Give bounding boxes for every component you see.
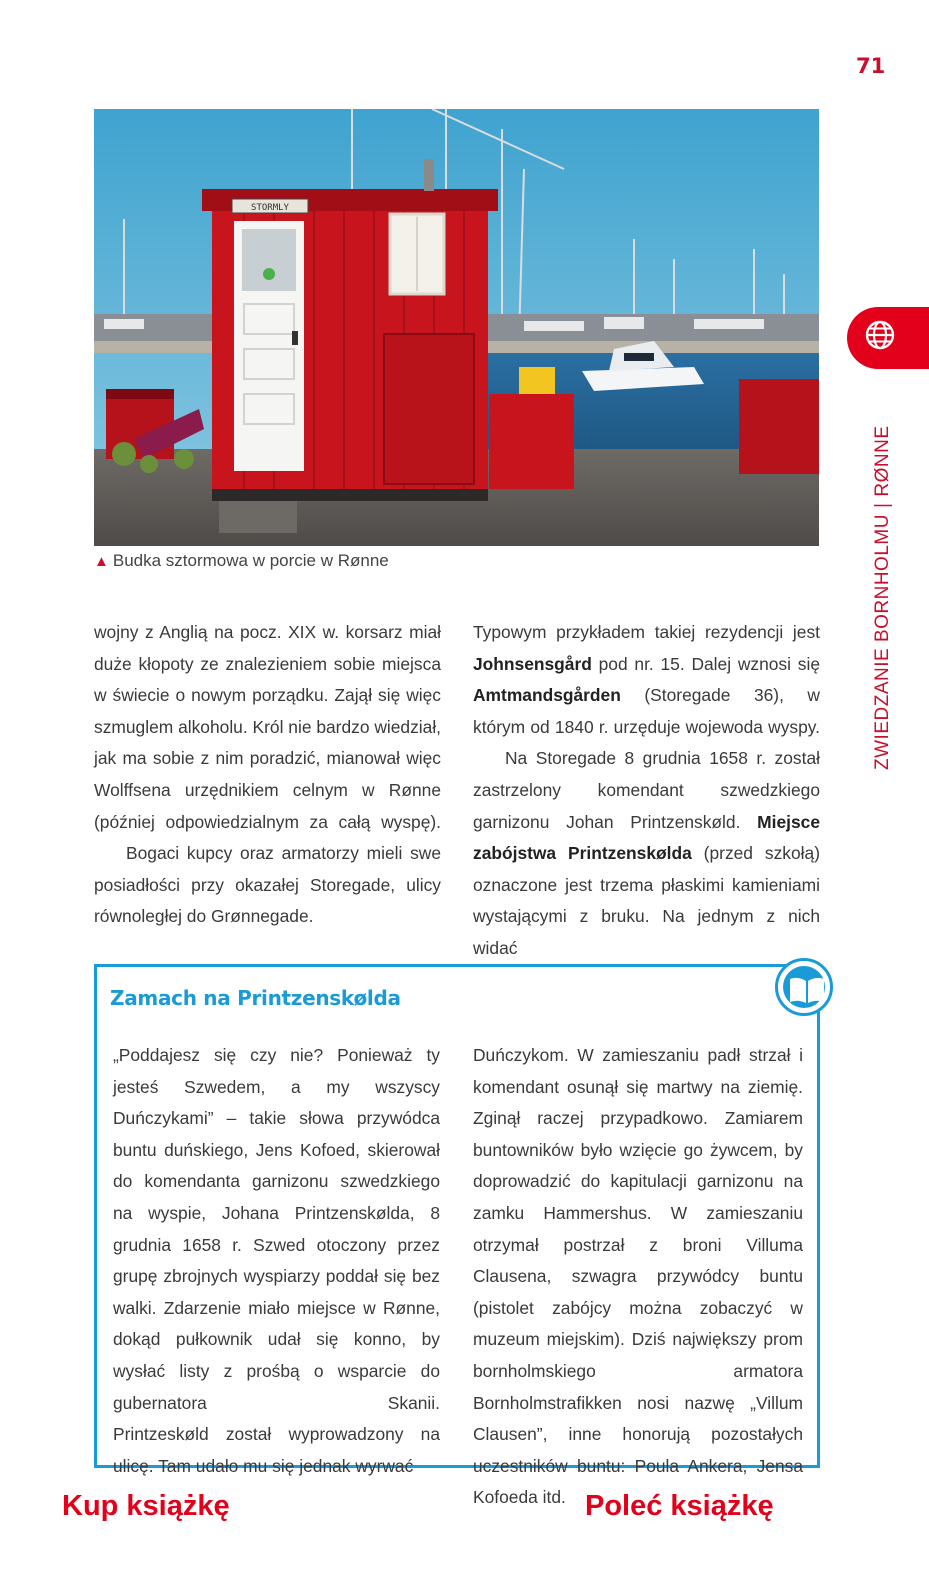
- section-location: RØNNE: [872, 425, 893, 497]
- section-tab: [847, 307, 929, 369]
- caption-text: Budka sztormowa w porcie w Rønne: [112, 551, 389, 570]
- place-name-johnsensgard: Johnsensgård: [473, 653, 592, 674]
- recommend-book-link[interactable]: Poleć książkę: [585, 1490, 774, 1522]
- info-box-left-column: [113, 1040, 440, 1482]
- info-box-title: Zamach na Printzenskølda: [110, 986, 401, 1010]
- storm-hut-illustration: [94, 109, 819, 546]
- paragraph: Typowym przykładem takiej rezydencji jest Johnsensgård pod nr. 15. Dalej wznosi się Amtmandsgården (Storegade 36), w którym od 1840 r. urzęduje wojewoda wyspy.: [473, 622, 820, 737]
- photo-caption: [94, 551, 389, 571]
- buy-book-link[interactable]: Kup książkę: [62, 1490, 230, 1522]
- place-name-amtmandsgarden: Amtmandsgården: [473, 685, 621, 706]
- info-box-badge: [775, 958, 833, 1016]
- left-text-column: [94, 617, 441, 933]
- page-number: 71: [856, 54, 886, 78]
- globe-icon: [865, 320, 895, 350]
- right-text-column: [473, 617, 820, 965]
- paragraph: Bogaci kupcy oraz armatorzy mieli swe posiadłości przy okazałej Storegade, ulicy równoległej do Grønnegade.: [94, 843, 441, 927]
- stormly-sign: STORMLY: [251, 203, 289, 213]
- section-running-head: [868, 410, 898, 770]
- section-name: ZWIEDZANIE BORNHOLMU: [872, 514, 893, 770]
- harbor-photo: [94, 109, 819, 546]
- paragraph: Duńczykom. W zamieszaniu padł strzał i komendant osunął się martwy na ziemię. Zginął raczej przypadkowo. Zamiarem buntowników było wzięcie go żywcem, by doprowadzić do kapitulacji garnizonu na zamku Hammershus. W zamieszaniu otrzymał postrzał z broni Villuma Clausena, szwagra przywódcy buntu (pistolet zabójcy można zobaczyć w muzeum miejskim). Dziś największy prom bornholmskiego armatora Bornholmstrafikken nosi nazwę „Villum Clausen”, inne honorują pozostałych uczestników buntu: Poula Ankera, Jensa Kofoeda itd.: [473, 1045, 803, 1508]
- paragraph: Printzeskøld został wyprowadzony na ulicę. Tam udało mu się jednak wyrwać: [113, 1424, 440, 1476]
- paragraph: Na Storegade 8 grudnia 1658 r. został zastrzelony komendant szwedzkiego garnizonu Johan Printzenskøld. Miejsce zabójstwa Printzenskølda (przed szkołą) oznaczone jest trzema płaskimi kamieniami wystającymi z bruku. Na jednym z nich widać: [473, 748, 820, 958]
- section-separator: |: [872, 502, 893, 509]
- paragraph: wojny z Anglią na pocz. XIX w. korsarz miał duże kłopoty ze znalezieniem sobie miejsca w świecie o nowym porządku. Zajął się więc szmuglem alkoholu. Król nie bardzo wiedział, jak ma sobie z nim poradzić, mianował więc Wolffsena urzędnikiem celnym w Rønne (później odpowiedzialnym za całą wyspę).: [94, 622, 442, 832]
- book-icon: [787, 972, 827, 1008]
- paragraph: „Poddajesz się czy nie? Ponieważ ty jesteś Szwedem, a my wszyscy Duńczykami” – takie słowa przywódca buntu duńskiego, Jens Kofoed, skierował do komendanta garnizonu szwedzkiego na wyspie, Johana Printzenskølda, 8 grudnia 1658 r. Szwed otoczony przez grupę zbrojnych wyspiarzy poddał się bez walki. Zdarzenie miało miejsce w Rønne, dokąd pułkownik udał się konno, by wysłać listy z prośbą o wsparcie do gubernatora Skanii.: [113, 1045, 440, 1413]
- place-name-murder-site: Miejsce zabójstwa Printzenskølda: [473, 811, 820, 864]
- caption-triangle-icon: ▲: [94, 553, 109, 570]
- info-box-right-column: [473, 1040, 803, 1514]
